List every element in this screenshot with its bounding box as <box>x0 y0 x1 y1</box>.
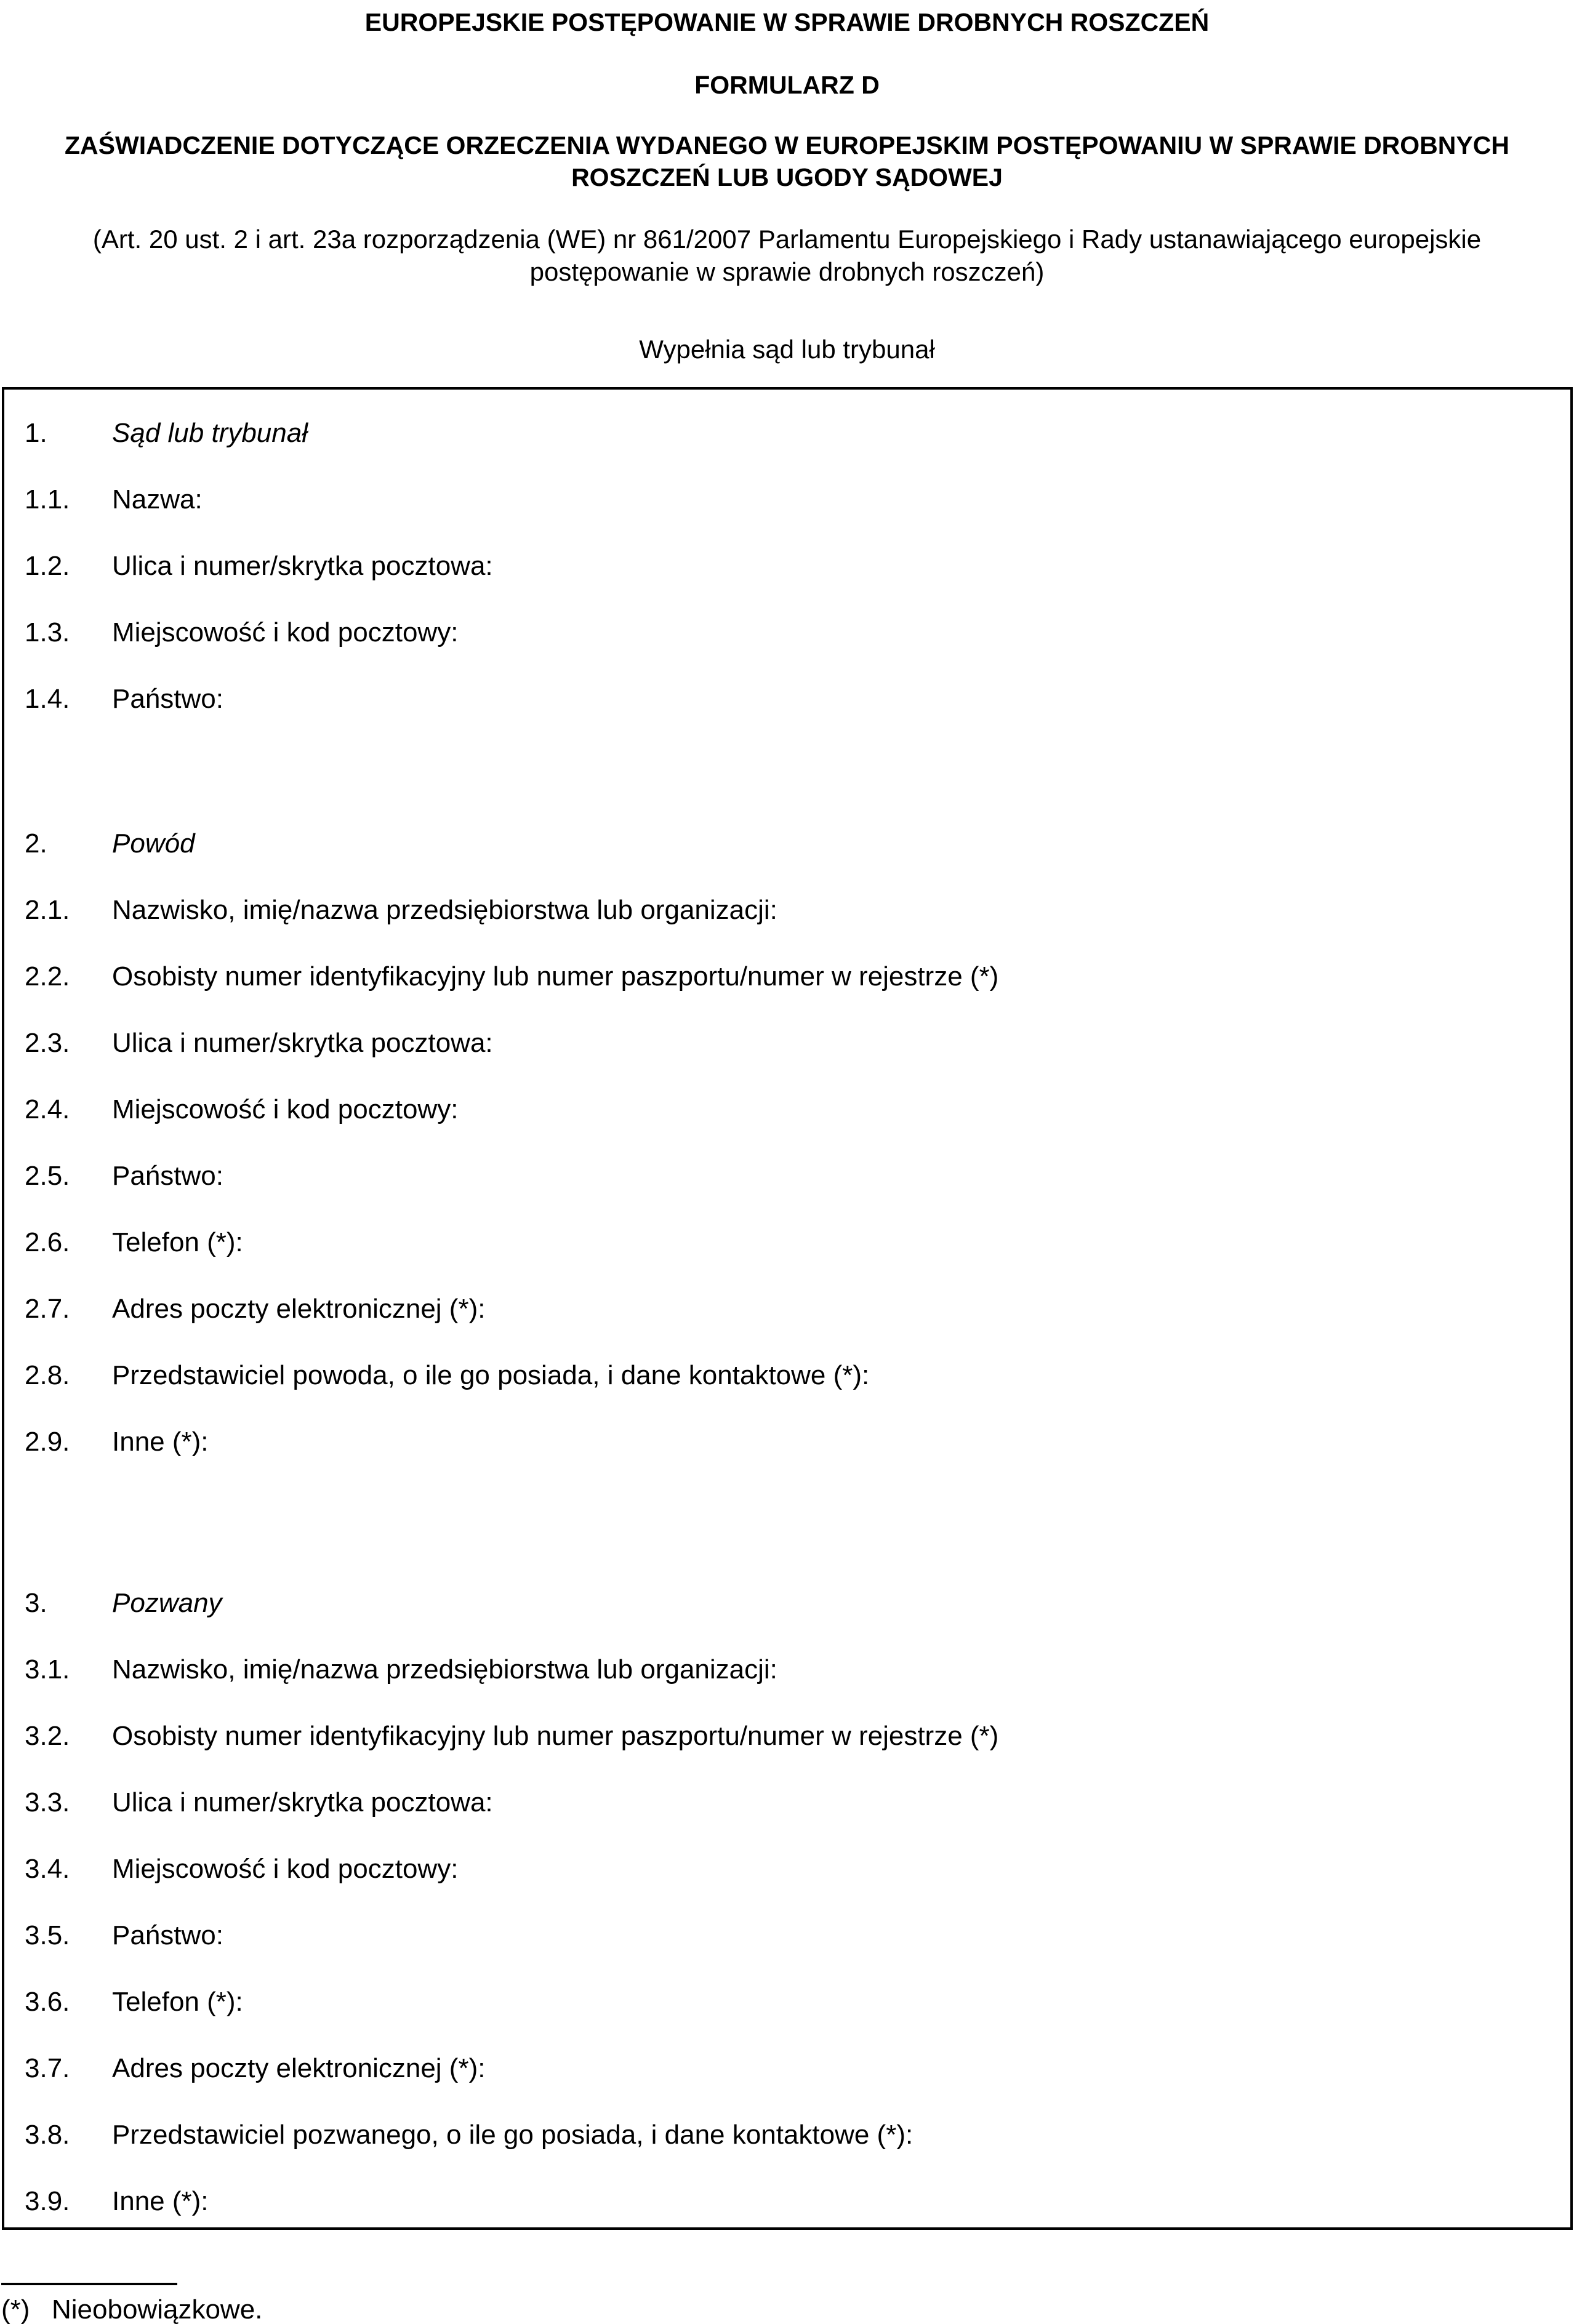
item-number: 3.2. <box>25 1721 70 1751</box>
item-number: 2.3. <box>25 1028 70 1058</box>
form-item-row <box>4 1028 1570 1094</box>
item-label: Państwo: <box>112 1161 223 1191</box>
form-item-row <box>4 1787 1570 1854</box>
form-item-row <box>4 2186 1570 2230</box>
form-section <box>4 828 1570 1493</box>
item-number: 2.4. <box>25 1094 70 1124</box>
item-label: Państwo: <box>112 684 223 714</box>
form-item-row <box>4 617 1570 684</box>
item-number: 1.1. <box>25 484 70 515</box>
item-label: Inne (*): <box>112 2186 209 2216</box>
item-number: 2.1. <box>25 895 70 925</box>
footnote-text: Nieobowiązkowe. <box>52 2294 263 2324</box>
legal-basis-line2: postępowanie w sprawie drobnych roszczeń) <box>529 257 1045 286</box>
item-label: Inne (*): <box>112 1427 209 1457</box>
item-number: 3.7. <box>25 2053 70 2083</box>
form-item-row <box>4 895 1570 961</box>
item-number: 3.4. <box>25 1854 70 1884</box>
item-number: 1.3. <box>25 617 70 647</box>
form-item-row <box>4 2053 1570 2120</box>
item-label: Miejscowość i kod pocztowy: <box>112 1854 459 1884</box>
item-label: Telefon (*): <box>112 1227 243 1257</box>
section-title: Pozwany <box>112 1588 222 1618</box>
footnote-marker: (*) <box>1 2294 30 2324</box>
form-item-row <box>4 1360 1570 1427</box>
item-label: Nazwisko, imię/nazwa przedsiębiorstwa lub organizacji: <box>112 1654 777 1685</box>
form-item-row <box>4 1294 1570 1360</box>
item-label: Miejscowość i kod pocztowy: <box>112 617 459 647</box>
item-number: 3.9. <box>25 2186 70 2216</box>
item-label: Ulica i numer/skrytka pocztowa: <box>112 1787 493 1817</box>
item-number: 2.2. <box>25 961 70 992</box>
form-item-row <box>4 1161 1570 1227</box>
item-number: 3.3. <box>25 1787 70 1817</box>
item-label: Ulica i numer/skrytka pocztowa: <box>112 551 493 581</box>
form-item-row <box>4 2120 1570 2186</box>
section-number: 2. <box>25 828 47 859</box>
form-section <box>4 1588 1570 2230</box>
item-number: 2.8. <box>25 1360 70 1390</box>
form-item-row <box>4 1227 1570 1294</box>
form-item-row <box>4 551 1570 617</box>
item-number: 2.9. <box>25 1427 70 1457</box>
form-item-row <box>4 1920 1570 1987</box>
item-number: 2.6. <box>25 1227 70 1257</box>
footnote-divider <box>1 2283 177 2285</box>
form-item-row <box>4 1427 1570 1493</box>
item-number: 3.1. <box>25 1654 70 1685</box>
form-item-row <box>4 1854 1570 1920</box>
section-header-row <box>4 828 1570 895</box>
form-item-row <box>4 961 1570 1028</box>
item-number: 3.6. <box>25 1987 70 2017</box>
certificate-title-line1: ZAŚWIADCZENIE DOTYCZĄCE ORZECZENIA WYDANEGO W EUROPEJSKIM POSTĘPOWANIU W SPRAWIE DROBNYCH <box>65 131 1509 159</box>
filled-by-note: Wypełnia sąd lub trybunał <box>639 335 935 364</box>
form-item-row <box>4 1987 1570 2053</box>
section-header-row <box>4 418 1570 484</box>
item-label: Nazwisko, imię/nazwa przedsiębiorstwa lub organizacji: <box>112 895 777 925</box>
section-title: Powód <box>112 828 195 859</box>
item-label: Państwo: <box>112 1920 223 1950</box>
form-item-row <box>4 484 1570 551</box>
item-label: Przedstawiciel pozwanego, o ile go posiada, i dane kontaktowe (*): <box>112 2120 913 2150</box>
item-label: Nazwa: <box>112 484 203 515</box>
form-box <box>2 387 1573 2230</box>
form-title: FORMULARZ D <box>694 71 880 99</box>
item-number: 2.7. <box>25 1294 70 1324</box>
form-item-row <box>4 1654 1570 1721</box>
section-number: 1. <box>25 418 47 448</box>
item-label: Miejscowość i kod pocztowy: <box>112 1094 459 1124</box>
item-label: Przedstawiciel powoda, o ile go posiada, i dane kontaktowe (*): <box>112 1360 870 1390</box>
item-label: Adres poczty elektronicznej (*): <box>112 1294 486 1324</box>
item-label: Osobisty numer identyfikacyjny lub numer paszportu/numer w rejestrze (*) <box>112 1721 999 1751</box>
legal-basis-line1: (Art. 20 ust. 2 i art. 23a rozporządzenia (WE) nr 861/2007 Parlamentu Europejskiego i Rady ustanawiającego europejskie <box>92 225 1482 254</box>
item-label: Ulica i numer/skrytka pocztowa: <box>112 1028 493 1058</box>
form-item-row <box>4 1721 1570 1787</box>
item-number: 1.2. <box>25 551 70 581</box>
certificate-title-line2: ROSZCZEŃ LUB UGODY SĄDOWEJ <box>571 163 1003 191</box>
item-number: 1.4. <box>25 684 70 714</box>
section-number: 3. <box>25 1588 47 1618</box>
section-header-row <box>4 1588 1570 1654</box>
item-number: 2.5. <box>25 1161 70 1191</box>
item-number: 3.8. <box>25 2120 70 2150</box>
footnote <box>1 2296 555 2324</box>
item-label: Telefon (*): <box>112 1987 243 2017</box>
item-label: Adres poczty elektronicznej (*): <box>112 2053 486 2083</box>
procedure-title: EUROPEJSKIE POSTĘPOWANIE W SPRAWIE DROBNYCH ROSZCZEŃ <box>364 8 1210 36</box>
section-title: Sąd lub trybunał <box>112 418 308 448</box>
item-label: Osobisty numer identyfikacyjny lub numer paszportu/numer w rejestrze (*) <box>112 961 999 992</box>
form-item-row <box>4 1094 1570 1161</box>
form-item-row <box>4 684 1570 750</box>
form-section <box>4 418 1570 750</box>
item-number: 3.5. <box>25 1920 70 1950</box>
